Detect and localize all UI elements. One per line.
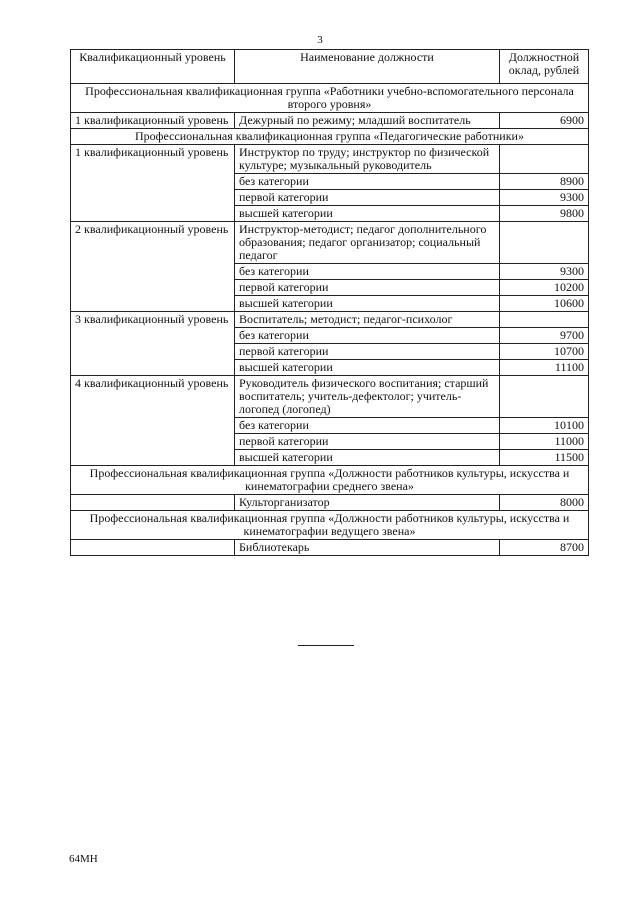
category-name: первой категории	[235, 434, 500, 450]
salary-value: 11000	[500, 434, 589, 450]
salary-value: 9700	[500, 328, 589, 344]
salary-value: 8900	[500, 174, 589, 190]
salary-value: 9800	[500, 206, 589, 222]
table-row	[71, 495, 589, 511]
category-name: первой категории	[235, 344, 500, 360]
group-title-row	[71, 466, 589, 495]
table-row	[71, 540, 589, 556]
table-row	[71, 145, 589, 174]
position-name: Библиотекарь	[235, 540, 500, 556]
group-title: Профессиональная квалификационная группа «Педагогические работники»	[71, 129, 589, 145]
qualification-level: 3 квалификационный уровень	[71, 312, 235, 376]
salary-value: 11500	[500, 450, 589, 466]
category-name: высшей категории	[235, 360, 500, 376]
salary-value: 9300	[500, 264, 589, 280]
qualification-level	[71, 540, 235, 556]
table-header-row	[71, 50, 589, 84]
qualification-level: 1 квалификационный уровень	[71, 113, 235, 129]
category-name: без категории	[235, 328, 500, 344]
salary-value: 10200	[500, 280, 589, 296]
category-name: без категории	[235, 174, 500, 190]
qualification-level: 1 квалификационный уровень	[71, 145, 235, 222]
salary-empty	[500, 376, 589, 418]
group-title: Профессиональная квалификационная группа «Должности работников культуры, искусства и кинематографии ведущего звена»	[71, 511, 589, 540]
table-row	[71, 376, 589, 418]
table-row	[71, 113, 589, 129]
group-title: Профессиональная квалификационная группа «Должности работников культуры, искусства и кинематографии среднего звена»	[71, 466, 589, 495]
salary-value: 11100	[500, 360, 589, 376]
salary-value: 10600	[500, 296, 589, 312]
salary-empty	[500, 145, 589, 174]
group-title-row	[71, 84, 589, 113]
header-salary: Должностной оклад, рублей	[500, 50, 589, 84]
category-name: высшей категории	[235, 206, 500, 222]
position-name: Дежурный по режиму; младший воспитатель	[235, 113, 500, 129]
qualification-level: 4 квалификационный уровень	[71, 376, 235, 466]
table-row	[71, 222, 589, 264]
end-divider	[298, 645, 354, 646]
salary-table	[70, 49, 589, 556]
position-list: Инструктор по труду; инструктор по физической культуре; музыкальный руководитель	[235, 145, 500, 174]
header-position-name: Наименование должности	[235, 50, 500, 84]
category-name: первой категории	[235, 280, 500, 296]
position-list: Инструктор-методист; педагог дополнительного образования; педагог организатор; социальный педагог	[235, 222, 500, 264]
qualification-level	[71, 495, 235, 511]
page-number: 3	[317, 34, 323, 46]
salary-value: 8700	[500, 540, 589, 556]
category-name: высшей категории	[235, 450, 500, 466]
salary-value: 9300	[500, 190, 589, 206]
qualification-level: 2 квалификационный уровень	[71, 222, 235, 312]
salary-value: 10700	[500, 344, 589, 360]
group-title-row	[71, 129, 589, 145]
category-name: первой категории	[235, 190, 500, 206]
group-title: Профессиональная квалификационная группа «Работники учебно-вспомогательного персонала второго уровня»	[71, 84, 589, 113]
group-title-row	[71, 511, 589, 540]
category-name: без категории	[235, 264, 500, 280]
salary-empty	[500, 222, 589, 264]
table-row	[71, 312, 589, 328]
document-code: 64МН	[69, 853, 98, 865]
position-list: Руководитель физического воспитания; старший воспитатель; учитель-дефектолог; учитель-логопед (логопед)	[235, 376, 500, 418]
header-qualification-level: Квалификационный уровень	[71, 50, 235, 84]
salary-value: 6900	[500, 113, 589, 129]
salary-value: 8000	[500, 495, 589, 511]
position-list: Воспитатель; методист; педагог-психолог	[235, 312, 500, 328]
position-name: Культорганизатор	[235, 495, 500, 511]
salary-value: 10100	[500, 418, 589, 434]
salary-empty	[500, 312, 589, 328]
category-name: высшей категории	[235, 296, 500, 312]
category-name: без категории	[235, 418, 500, 434]
